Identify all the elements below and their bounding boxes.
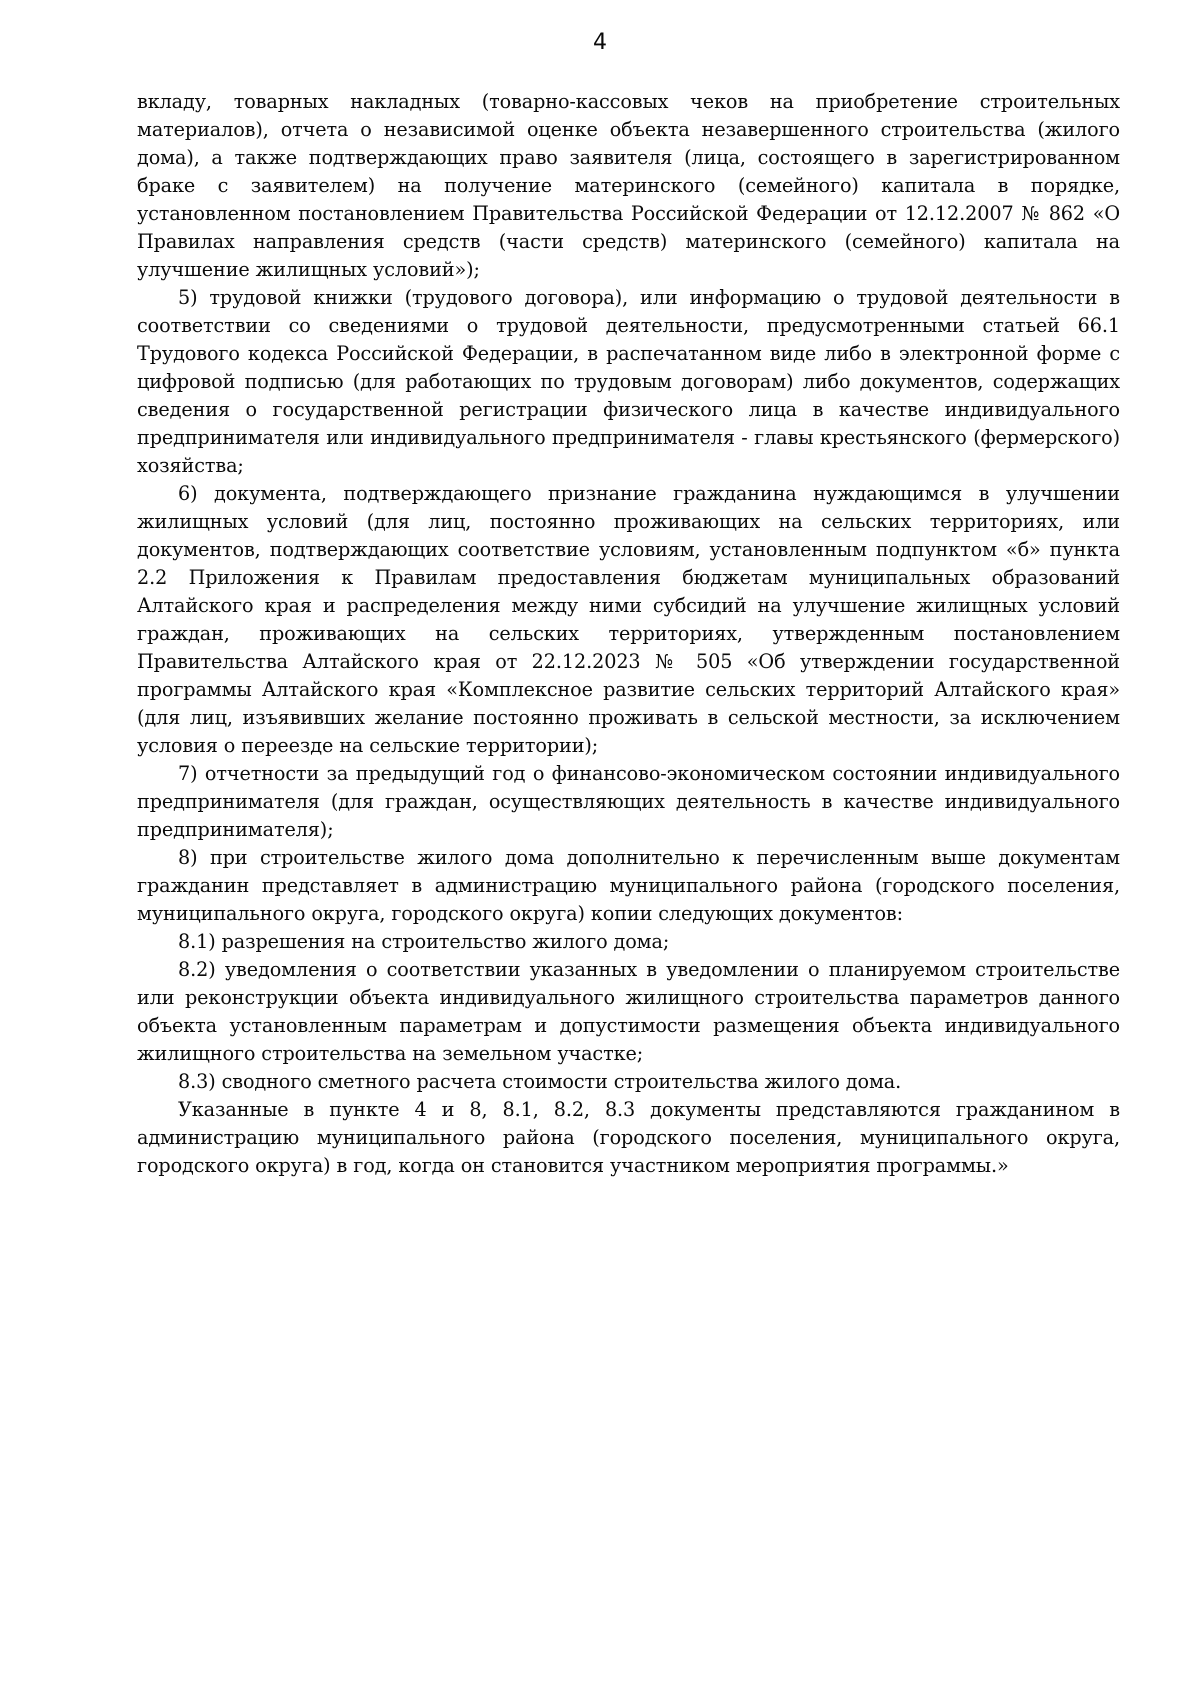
paragraph-continuation: вкладу, товарных накладных (товарно-кассовых чеков на приобретение строительных материалов), отчета о независимой оценке объекта незавершенного строительства (жилого дома), а также подтверждающих право заявителя (лица, состоящего в зарегистрированном браке с заявителем) на получение материнского (семейного) капитала в порядке, установленном постановлением Правительства Российской Федерации от 12.12.2007 № 862 «О Правилах направления средств (части средств) материнского (семейного) капитала на улучшение жилищных условий»); xyxy=(137,90,1120,281)
paragraph-item-8-1: 8.1) разрешения на строительство жилого дома; xyxy=(178,930,670,953)
paragraph-item-7: 7) отчетности за предыдущий год о финансово-экономическом состоянии индивидуального предпринимателя (для граждан, осуществляющих деятельность в качестве индивидуального предпринимателя); xyxy=(137,762,1120,841)
paragraph-item-6: 6) документа, подтверждающего признание гражданина нуждающимся в улучшении жилищных условий (для лиц, постоянно проживающих на сельских территориях, или документов, подтверждающих соответствие условиям, установленным подпунктом «б» пункта 2.2 Приложения к Правилам предоставления бюджетам муниципальных образований Алтайского края и распределения между ними субсидий на улучшение жилищных условий граждан, проживающих на сельских территориях, утвержденным постановлением Правительства Алтайского края от 22.12.2023 № 505 «Об утверждении государственной программы Алтайского края «Комплексное развитие сельских территорий Алтайского края» (для лиц, изъявивших желание постоянно проживать в сельской местности, за исключением условия о переезде на сельские территории); xyxy=(137,482,1120,757)
document-body xyxy=(137,88,1120,1180)
paragraph-closing: Указанные в пункте 4 и 8, 8.1, 8.2, 8.3 документы представляются гражданином в администрацию муниципального района (городского поселения, муниципального округа, городского округа) в год, когда он становится участником мероприятия программы.» xyxy=(137,1098,1120,1177)
page-number: 4 xyxy=(593,30,607,55)
paragraph-item-8: 8) при строительстве жилого дома дополнительно к перечисленным выше документам гражданин представляет в администрацию муниципального района (городского поселения, муниципального округа, городского округа) копии следующих документов: xyxy=(137,846,1120,925)
paragraph-item-8-3: 8.3) сводного сметного расчета стоимости строительства жилого дома. xyxy=(178,1070,902,1093)
paragraph-item-5: 5) трудовой книжки (трудового договора), или информацию о трудовой деятельности в соответствии со сведениями о трудовой деятельности, предусмотренными статьей 66.1 Трудового кодекса Российской Федерации, в распечатанном виде либо в электронной форме с цифровой подписью (для работающих по трудовым договорам) либо документов, содержащих сведения о государственной регистрации физического лица в качестве индивидуального предпринимателя или индивидуального предпринимателя - главы крестьянского (фермерского) хозяйства; xyxy=(137,286,1120,477)
paragraph-item-8-2: 8.2) уведомления о соответствии указанных в уведомлении о планируемом строительстве или реконструкции объекта индивидуального жилищного строительства параметров данного объекта установленным параметрам и допустимости размещения объекта индивидуального жилищного строительства на земельном участке; xyxy=(137,958,1120,1065)
